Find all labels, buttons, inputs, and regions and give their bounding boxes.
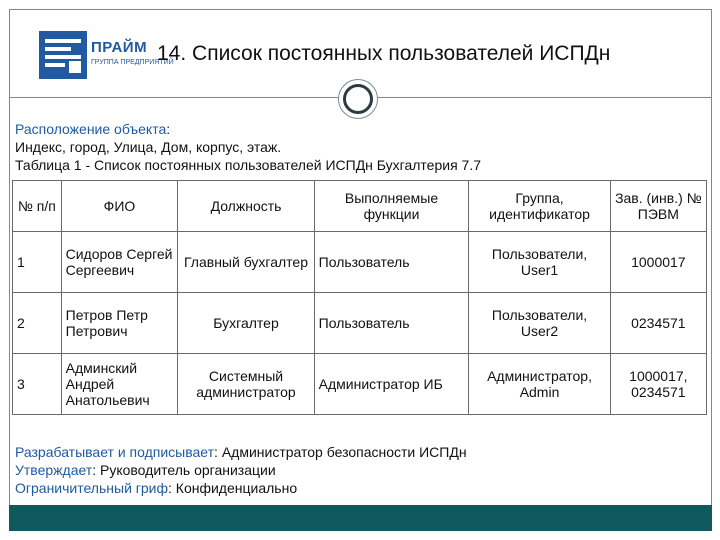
footer-approver [15, 461, 467, 479]
footer-developer [15, 443, 467, 461]
cell-group: Пользователи, User1 [469, 232, 610, 293]
cell-function: Администратор ИБ [314, 354, 469, 415]
decorative-ring-icon [338, 79, 378, 119]
location-line [15, 120, 481, 138]
location-colon: : [166, 121, 171, 137]
cell-function: Пользователь [314, 293, 469, 354]
cell-group: Администратор, Admin [469, 354, 610, 415]
header-num: № п/п [13, 181, 62, 232]
header-fio: ФИО [61, 181, 178, 232]
approver-label: Утверждает [15, 462, 93, 478]
cell-fio: Админский Андрей Анатольевич [61, 354, 178, 415]
cell-position: Системный администратор [178, 354, 314, 415]
logo-name: ПРАЙМ [91, 39, 148, 56]
developer-value: : Администратор безопасности ИСПДн [214, 444, 467, 460]
logo-mark-icon [39, 31, 87, 79]
cell-function: Пользователь [314, 232, 469, 293]
table-caption: Таблица 1 - Список постоянных пользователей ИСПДн Бухгалтерия 7.7 [15, 157, 482, 173]
users-table [12, 180, 707, 415]
cell-num: 1 [13, 232, 62, 293]
cell-fio: Сидоров Сергей Сергеевич [61, 232, 178, 293]
cell-pc: 1000017 [610, 232, 706, 293]
location-address: Индекс, город, Улица, Дом, корпус, этаж. [15, 139, 282, 155]
cell-pc: 0234571 [610, 293, 706, 354]
company-logo [39, 31, 174, 81]
header-pc: Зав. (инв.) № ПЭВМ [610, 181, 706, 232]
footer-block [15, 443, 467, 497]
table-row [13, 354, 707, 415]
location-block [15, 120, 481, 174]
developer-label: Разрабатывает и подписывает [15, 444, 215, 460]
cell-num: 2 [13, 293, 62, 354]
cell-position: Бухгалтер [178, 293, 314, 354]
header-function: Выполняемые функции [314, 181, 469, 232]
header-position: Должность [178, 181, 314, 232]
cell-group: Пользователи, User2 [469, 293, 610, 354]
cell-fio: Петров Петр Петрович [61, 293, 178, 354]
cell-pc: 1000017, 0234571 [610, 354, 706, 415]
cell-num: 3 [13, 354, 62, 415]
cell-position: Главный бухгалтер [178, 232, 314, 293]
classification-value: : Конфиденциально [168, 480, 298, 496]
location-label: Расположение объекта [15, 121, 167, 137]
approver-value: : Руководитель организации [92, 462, 276, 478]
page-title: 14. Список постоянных пользователей ИСПДн [157, 42, 611, 65]
table-row [13, 232, 707, 293]
header-group: Группа, идентификатор [469, 181, 610, 232]
footer-classification [15, 479, 467, 497]
logo-subtitle: ГРУППА ПРЕДПРИЯТИЙ [91, 59, 174, 66]
bottom-bar [9, 505, 712, 531]
table-header-row [13, 181, 707, 232]
classification-label: Ограничительный гриф [15, 480, 169, 496]
table-row [13, 293, 707, 354]
